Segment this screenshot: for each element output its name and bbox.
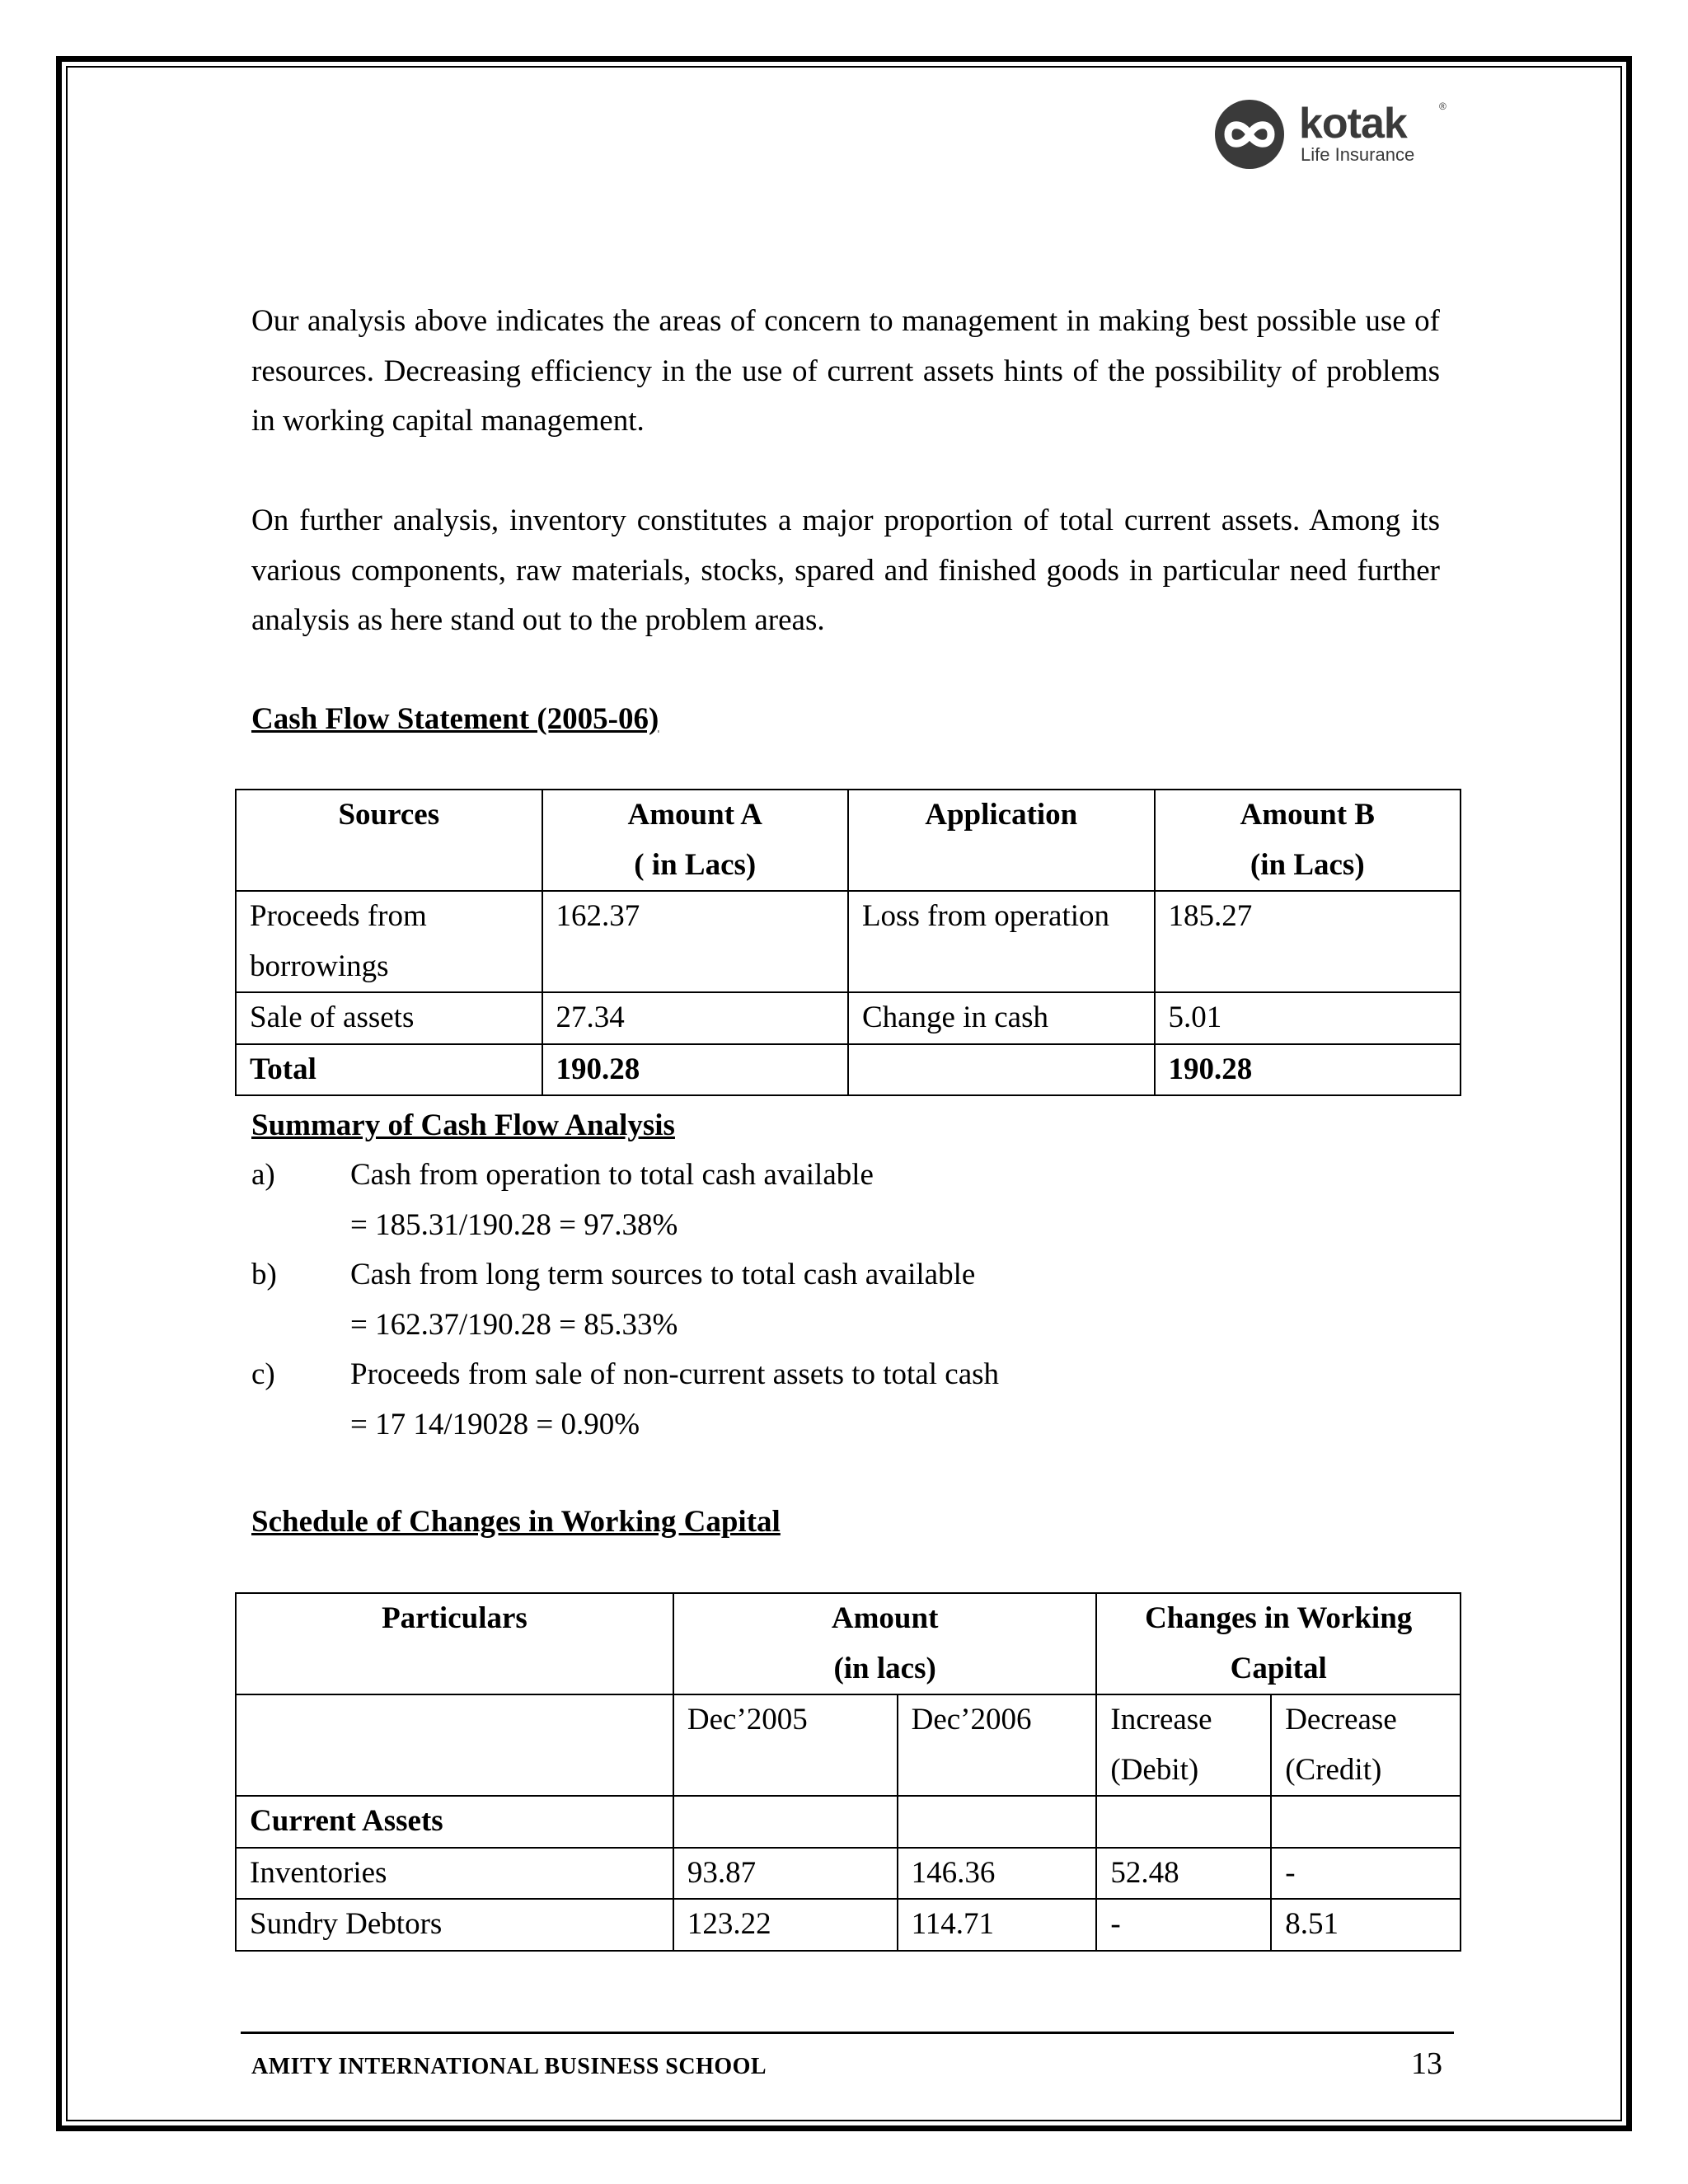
paragraph-analysis: Our analysis above indicates the areas of concern to management in making best possible use of resources. Decreasing efficiency in the use of current assets hints of the possibility of problems in working capital management. — [251, 304, 1440, 438]
paragraph-inventory: On further analysis, inventory constitutes a major proportion of total current assets. Among its various components, raw materials, stocks, spared and finished goods in particular need further analysis as here stand out to the problem areas. — [251, 504, 1440, 637]
cell-amount-b: 185.27 — [1155, 891, 1461, 992]
header-dec2005: Dec’2005 — [673, 1694, 898, 1796]
header-amount-b: Amount B (in Lacs) — [1155, 790, 1461, 891]
footer-school-name: AMITY INTERNATIONAL BUSINESS SCHOOL — [251, 2054, 767, 2079]
cell-empty — [673, 1796, 898, 1848]
cash-flow-table — [235, 789, 1461, 1096]
table-row — [236, 992, 1461, 1044]
cell-particular: Inventories — [236, 1848, 673, 1900]
header-dec2006: Dec’2006 — [898, 1694, 1097, 1796]
summary-text-c: Proceeds from sale of non-current assets to total cash — [350, 1357, 1000, 1391]
header-application: Application — [848, 790, 1155, 891]
cell-dec2006: 146.36 — [898, 1848, 1097, 1900]
cell-amount-b: 5.01 — [1155, 992, 1461, 1044]
logo-subtitle: Life Insurance — [1301, 144, 1415, 165]
header-changes: Changes in Working Capital — [1096, 1593, 1461, 1694]
cell-decrease: 8.51 — [1271, 1899, 1461, 1951]
summary-formula-c: = 17 14/19028 = 0.90% — [350, 1408, 640, 1441]
cell-empty — [236, 1694, 673, 1796]
working-capital-heading: Schedule of Changes in Working Capital — [251, 1505, 781, 1539]
cell-increase: - — [1096, 1899, 1271, 1951]
cell-empty — [898, 1796, 1097, 1848]
cell-empty — [1271, 1796, 1461, 1848]
cell-application: Loss from operation — [848, 891, 1155, 992]
summary-text-a: Cash from operation to total cash available — [350, 1158, 874, 1192]
summary-label-b: b) — [251, 1258, 277, 1291]
page-number: 13 — [1411, 2046, 1442, 2081]
table-row — [236, 891, 1461, 992]
header-sources: Sources — [236, 790, 542, 891]
header-increase: Increase (Debit) — [1096, 1694, 1271, 1796]
summary-label-a: a) — [251, 1158, 275, 1192]
cell-amount-b: 190.28 — [1155, 1044, 1461, 1096]
working-capital-table — [235, 1592, 1461, 1952]
logo-registered: ® — [1439, 101, 1447, 112]
cell-increase: 52.48 — [1096, 1848, 1271, 1900]
cell-amount-a: 27.34 — [542, 992, 848, 1044]
kotak-logo — [1208, 97, 1456, 171]
table-subheader-row — [236, 1694, 1461, 1796]
header-decrease: Decrease (Credit) — [1271, 1694, 1461, 1796]
cell-amount-a: 190.28 — [542, 1044, 848, 1096]
summary-formula-a: = 185.31/190.28 = 97.38% — [350, 1208, 678, 1242]
summary-heading: Summary of Cash Flow Analysis — [251, 1108, 675, 1142]
cell-dec2006: 114.71 — [898, 1899, 1097, 1951]
header-particulars: Particulars — [236, 1593, 673, 1694]
cell-decrease: - — [1271, 1848, 1461, 1900]
cash-flow-heading: Cash Flow Statement (2005-06) — [251, 702, 659, 736]
cell-empty — [1096, 1796, 1271, 1848]
table-row — [236, 1848, 1461, 1900]
kotak-infinity-icon — [1208, 97, 1291, 171]
cell-source: Proceeds from borrowings — [236, 891, 542, 992]
cell-application — [848, 1044, 1155, 1096]
cell-dec2005: 93.87 — [673, 1848, 898, 1900]
cell-amount-a: 162.37 — [542, 891, 848, 992]
header-amount: Amount (in lacs) — [673, 1593, 1096, 1694]
summary-formula-b: = 162.37/190.28 = 85.33% — [350, 1308, 678, 1342]
cell-source: Total — [236, 1044, 542, 1096]
table-header-row — [236, 1593, 1461, 1694]
summary-text-b: Cash from long term sources to total cash available — [350, 1258, 976, 1291]
table-header-row — [236, 790, 1461, 891]
logo-brand: kotak — [1299, 100, 1407, 148]
summary-label-c: c) — [251, 1357, 275, 1391]
cell-particular: Sundry Debtors — [236, 1899, 673, 1951]
table-section-row — [236, 1796, 1461, 1848]
table-row — [236, 1899, 1461, 1951]
header-amount-a: Amount A ( in Lacs) — [542, 790, 848, 891]
footer-divider — [241, 2032, 1454, 2034]
section-current-assets: Current Assets — [236, 1796, 673, 1848]
table-total-row — [236, 1044, 1461, 1096]
cell-dec2005: 123.22 — [673, 1899, 898, 1951]
cell-source: Sale of assets — [236, 992, 542, 1044]
cell-application: Change in cash — [848, 992, 1155, 1044]
